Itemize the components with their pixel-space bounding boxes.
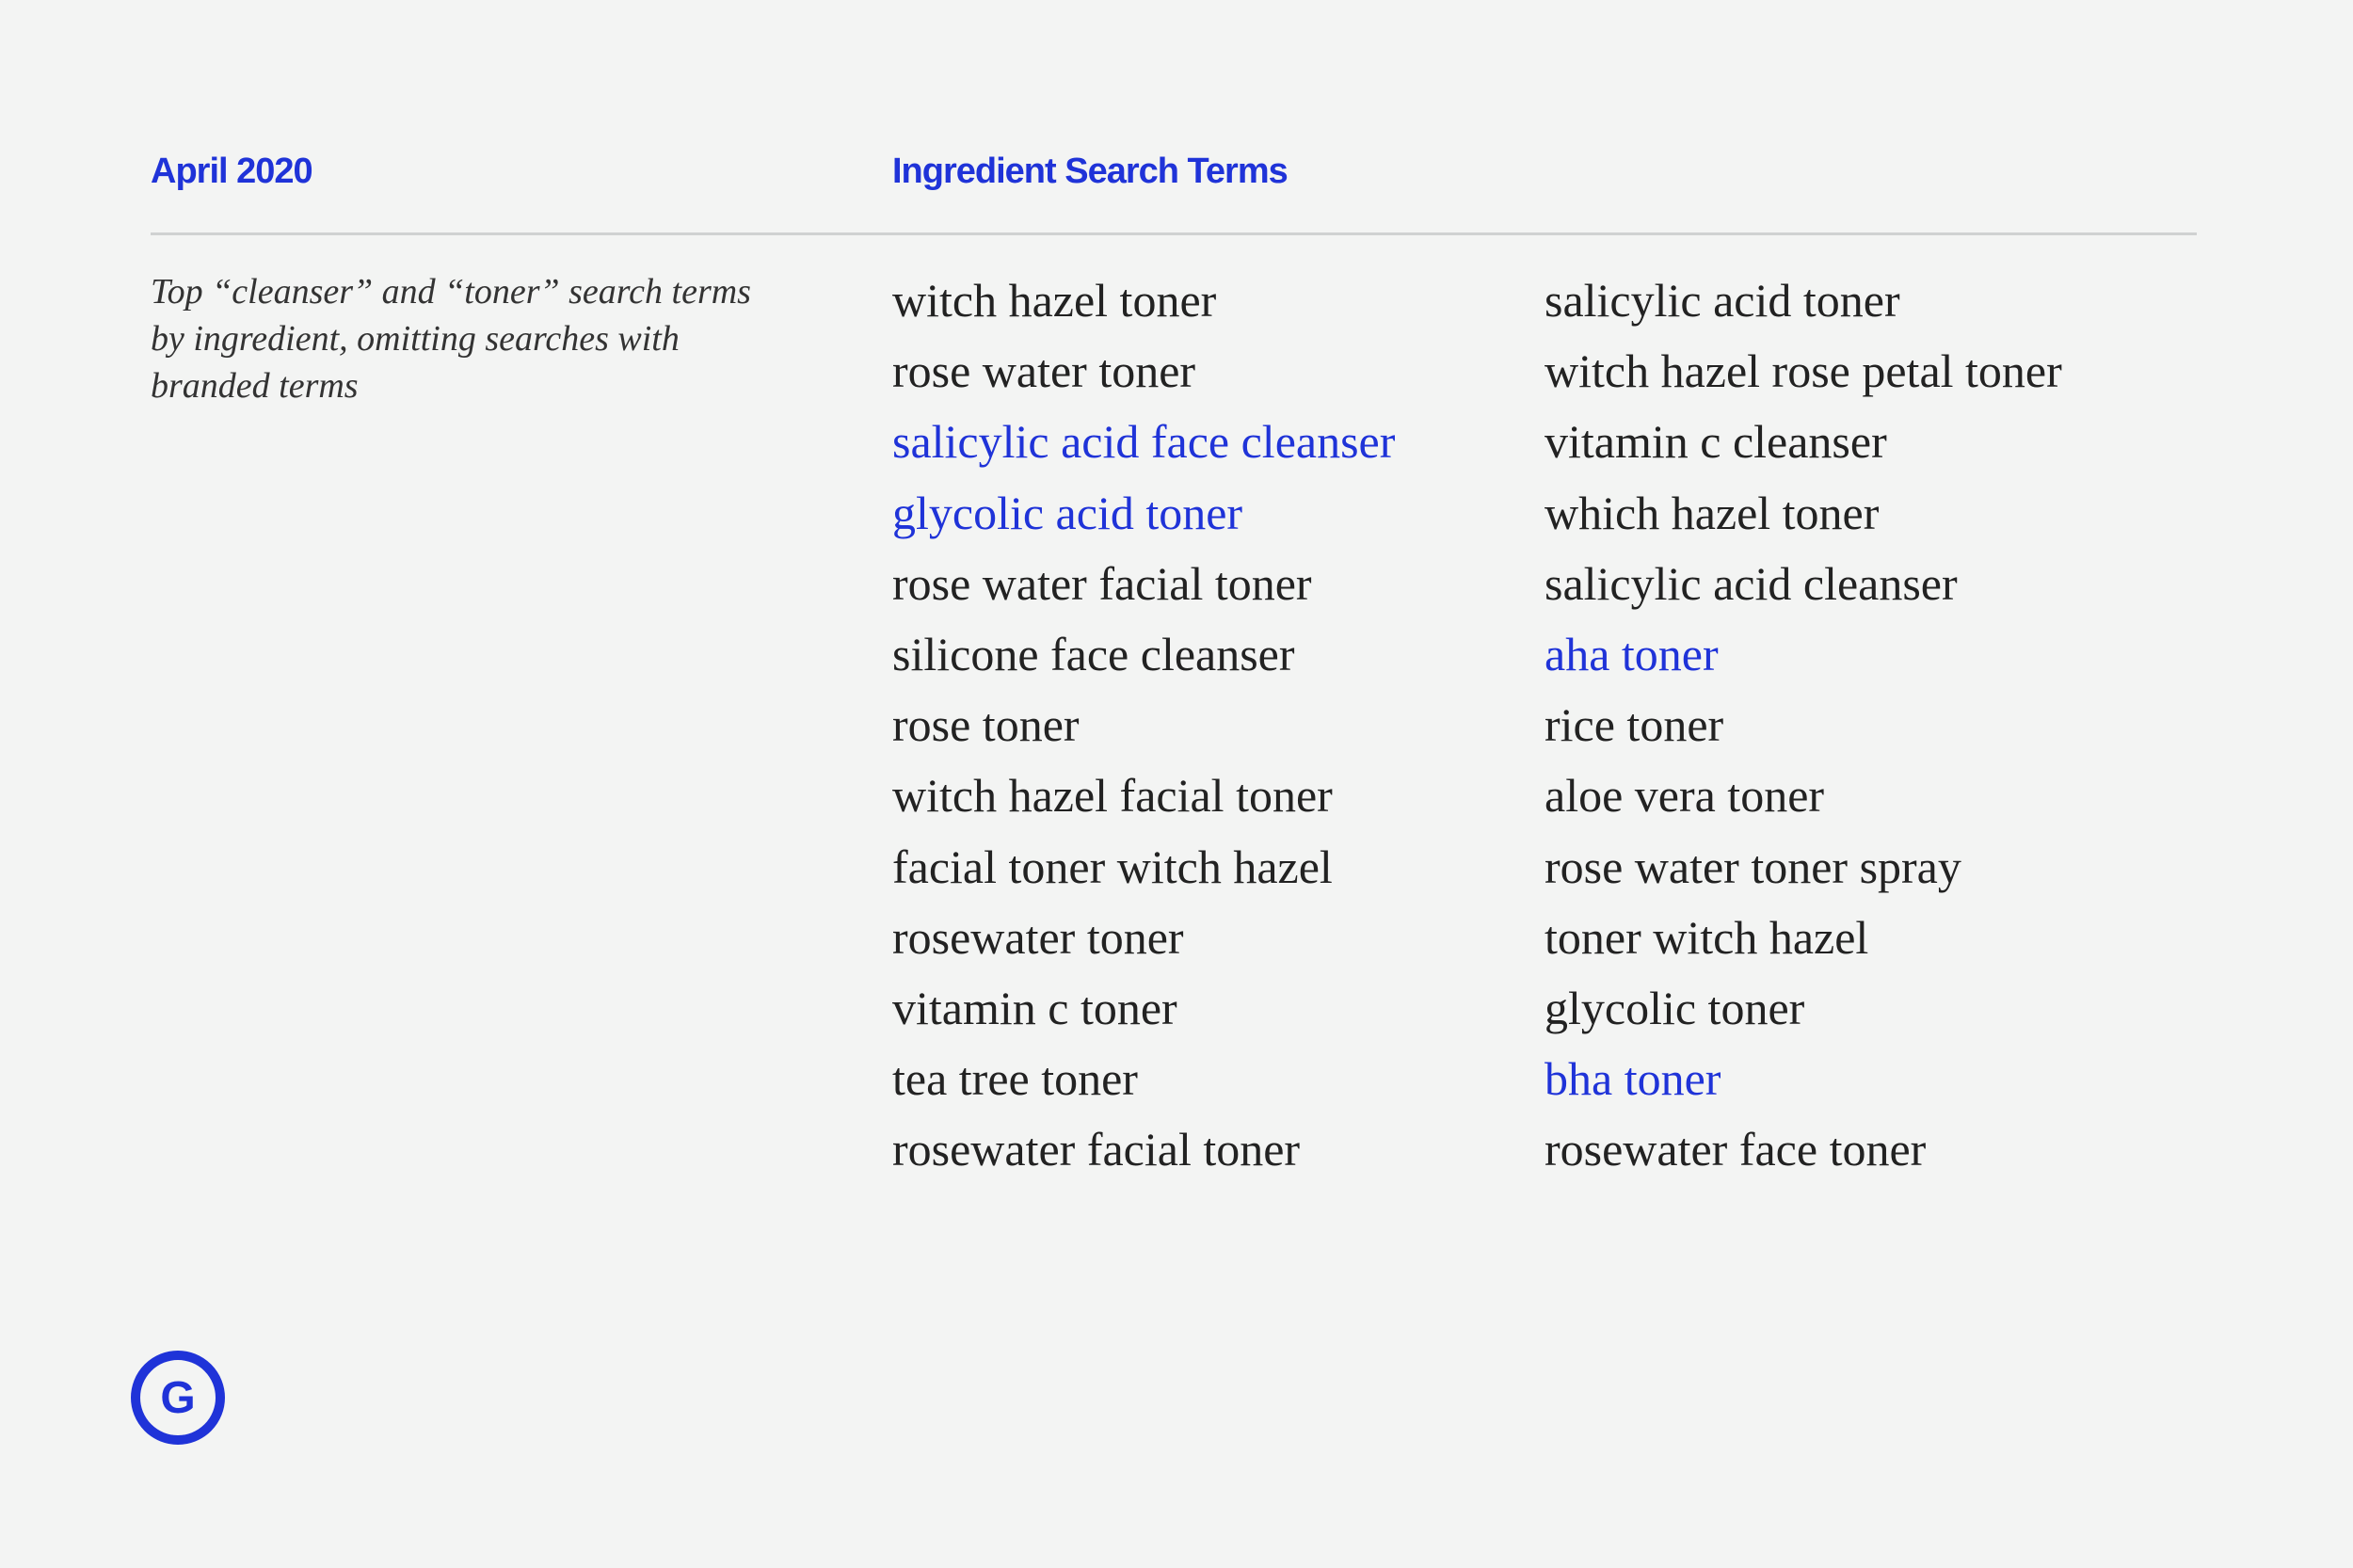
term-item: salicylic acid cleanser [1545, 556, 1958, 610]
term-item: rosewater toner [892, 910, 1184, 964]
term-item: vitamin c cleanser [1545, 415, 1887, 469]
logo-letter: G [160, 1373, 196, 1423]
header-divider [151, 232, 2197, 235]
g-circle-logo-icon [130, 1350, 226, 1446]
term-item: rosewater facial toner [892, 1123, 1301, 1176]
term-item: witch hazel facial toner [892, 769, 1333, 823]
caption: Top “cleanser” and “toner” search terms by ingredient, omitting searches with branded terms [151, 272, 751, 406]
term-item: which hazel toner [1545, 486, 1880, 539]
term-item: bha toner [1545, 1052, 1721, 1106]
term-item: rosewater face toner [1545, 1123, 1927, 1176]
term-item: aloe vera toner [1545, 769, 1825, 823]
term-item: salicylic acid face cleanser [892, 415, 1396, 469]
terms-column-1 [892, 265, 1395, 1185]
term-item: rose toner [892, 698, 1080, 752]
term-item: rose water toner [892, 344, 1196, 398]
term-item: salicylic acid toner [1545, 274, 1900, 327]
term-item: tea tree toner [892, 1052, 1138, 1106]
term-item: toner witch hazel [1545, 910, 1869, 964]
term-item: vitamin c toner [892, 981, 1177, 1034]
term-item: facial toner witch hazel [892, 840, 1333, 893]
term-item: witch hazel toner [892, 274, 1217, 327]
term-item: silicone face cleanser [892, 627, 1295, 680]
section-title: Ingredient Search Terms [892, 152, 1288, 191]
term-item: witch hazel rose petal toner [1545, 344, 2062, 398]
terms-column-2 [1545, 265, 2062, 1185]
term-item: glycolic toner [1545, 981, 1805, 1034]
term-item: rose water toner spray [1545, 840, 1961, 893]
date-label: April 2020 [151, 152, 312, 191]
term-item: rose water facial toner [892, 556, 1312, 610]
term-item: aha toner [1545, 627, 1719, 680]
term-item: rice toner [1545, 698, 1724, 752]
term-item: glycolic acid toner [892, 486, 1243, 539]
